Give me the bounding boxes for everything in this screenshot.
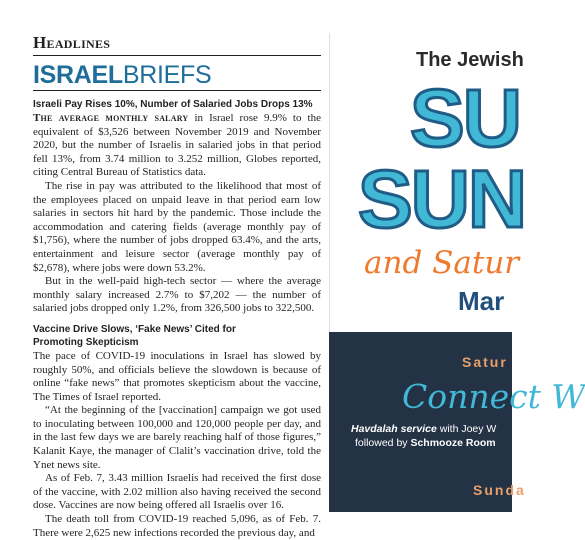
article-2-headline-line-2: Promoting Skepticism xyxy=(33,336,139,348)
saturday-label: Satur xyxy=(462,354,508,370)
ad-title-line-1: SU xyxy=(410,73,520,164)
logo-part-israel: ISRAEL xyxy=(33,61,123,89)
saturday-detail-1 xyxy=(351,423,496,435)
articles xyxy=(33,98,321,540)
followed-by-text: followed by xyxy=(355,437,411,449)
sunday-label: Sunda xyxy=(473,482,526,498)
article-2-headline-line-1: Vaccine Drive Slows, ‘Fake News’ Cited for xyxy=(33,323,236,335)
article-2-paragraph-1: The pace of COVID-19 inoculations in Israel has slowed by roughly 50%, and officials believe the slowdown is because of online “fake news” that promotes skepticism about the vaccine, The Times of Israel reported. xyxy=(33,349,321,403)
event-advertisement xyxy=(329,33,585,512)
schmooze-room-label: Schmooze Room xyxy=(410,437,496,449)
article-2-paragraph-4: The death toll from COVID-19 reached 5,096, as of Feb. 7. There were 2,625 new infections recorded the previous day, and xyxy=(33,513,321,539)
ad-title-line-2: SUN xyxy=(358,154,526,245)
headlines-column xyxy=(33,0,321,539)
havdalah-detail: with Joey W xyxy=(436,423,497,435)
article-1-paragraph-1-text: in Israel rose 9.9% to the equivalent of $3,526 between November 2019 and November 2020, but the number of Israelis in salaried jobs in that period fell 13%, from 3.74 million to 3.252 million, Globes reported, citing Central Bureau of Statistics data. xyxy=(33,112,321,179)
article-1-paragraph-2: The rise in pay was attributed to the likelihood that most of the employees placed on unpaid leave in that period earn low salaries in sectors hit hard by the pandemic. Those include the accommodation and catering fields (average monthly pay of $1,756), where the number of jobs dropped 63.4%, and the arts, entertainment and leisure sector (average monthly pay of $2,678), where jobs were down 53.2%. xyxy=(33,179,321,274)
israel-briefs-logo xyxy=(33,62,211,88)
article-2-paragraph-3: As of Feb. 7, 3.43 million Israelis had received the first dose of the vaccine, with 2.02 million also having received the second dose. Vaccines are now being offered all Israelis over 16. xyxy=(33,472,321,512)
divider xyxy=(33,55,321,56)
ad-organization: The Jewish xyxy=(416,49,524,71)
logo-part-briefs: BRIEFS xyxy=(122,61,212,89)
article-2-headline xyxy=(33,323,321,349)
connect-heading: Connect W xyxy=(402,377,585,416)
article-2-paragraph-2: “At the beginning of the [vaccination] campaign we got used to inoculating between 100,000 and 120,000 people per day, and in the last few days we are barely reaching half of those figures,” Kalanit Kaye, the manager of Clalit’s vaccination drive, told the Ynet news site. xyxy=(33,404,321,471)
article-1-headline: Israeli Pay Rises 10%, Number of Salaried Jobs Drops 13% xyxy=(33,99,313,110)
article-1-paragraph-3: But in the well-paid high-tech sector — where the average monthly salary increased 2.7% to $7,202 — the number of salaried jobs dropped only 1.2%, from 326,500 jobs to 322,500. xyxy=(33,275,321,315)
article-1-paragraph-1 xyxy=(33,112,321,180)
article-1-lead: The average monthly salary xyxy=(33,112,189,124)
saturday-detail-2 xyxy=(355,437,496,449)
ad-script-subtitle: and Satur xyxy=(364,245,520,281)
divider xyxy=(33,90,321,91)
ad-month: Mar xyxy=(458,286,505,316)
section-title: Headlines xyxy=(33,33,111,52)
ad-schedule xyxy=(329,332,585,512)
ad-header xyxy=(329,33,526,332)
havdalah-label: Havdalah service xyxy=(351,423,437,435)
